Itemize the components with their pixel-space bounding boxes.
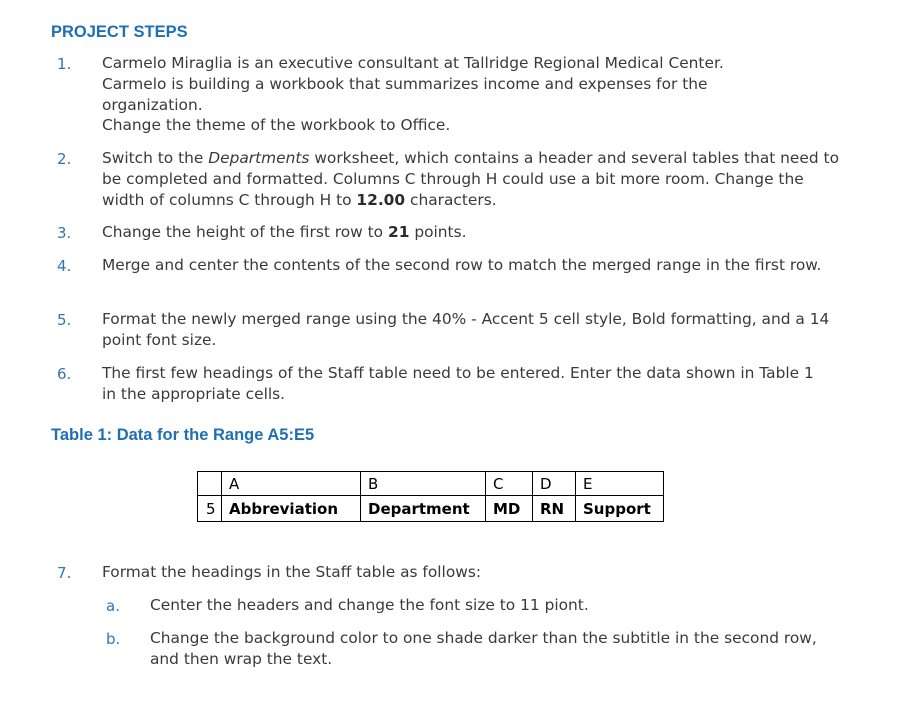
- table-cell: Department: [361, 496, 486, 522]
- step-1-line: Carmelo Miraglia is an executive consultant at Tallridge Regional Medical Center.: [102, 54, 724, 72]
- column-header-c: C: [486, 472, 533, 496]
- substep-letter: a.: [106, 597, 120, 615]
- column-header-a: A: [222, 472, 361, 496]
- project-steps-heading: PROJECT STEPS: [51, 23, 188, 41]
- step-number: 6.: [57, 365, 72, 383]
- step-number: 7.: [57, 564, 72, 582]
- step-number: 2.: [57, 150, 72, 168]
- step-number: 3.: [57, 224, 72, 242]
- row-number: 5: [198, 496, 222, 522]
- step-1-text: [102, 53, 862, 136]
- step-2-mid: worksheet, which contains a header and several tables that need to be completed and formatted. Columns C through H could use a bit more room. Change the width of columns C through H to: [102, 149, 839, 209]
- substep-letter: b.: [106, 630, 121, 648]
- substep-a-text: Center the headers and change the font size to 11 piont.: [150, 596, 589, 614]
- table-cell: RN: [533, 496, 576, 522]
- step-1-line: Change the theme of the workbook to Office.: [102, 116, 451, 135]
- step-2-text: [102, 148, 847, 210]
- step-number: 1.: [57, 55, 72, 73]
- data-row: [198, 496, 664, 522]
- step-2-post: characters.: [405, 190, 497, 209]
- step-6-text: The first few headings of the Staff table need to be entered. Enter the data shown in Table 1 in the appropriate cells.: [102, 364, 814, 403]
- data-table: [197, 471, 664, 522]
- step-3-height-value: 21: [388, 223, 410, 241]
- step-3-text: [102, 222, 862, 243]
- step-7-text: Format the headings in the Staff table as follows:: [102, 563, 482, 581]
- step-1-line: organization.: [102, 95, 203, 114]
- table-cell: Support: [576, 496, 664, 522]
- substep-b-text: Change the background color to one shade darker than the subtitle in the second row, and then wrap the text.: [150, 629, 817, 668]
- table-cell: MD: [486, 496, 533, 522]
- column-header-b: B: [361, 472, 486, 496]
- table-caption: Table 1: Data for the Range A5:E5: [51, 426, 315, 444]
- column-letters-row: [198, 472, 664, 496]
- corner-cell: [198, 472, 222, 496]
- step-1-line: Carmelo is building a workbook that summarizes income and expenses for the: [102, 74, 708, 93]
- step-2-pre: Switch to the: [102, 149, 209, 167]
- step-3-pre: Change the height of the first row to: [102, 223, 388, 241]
- table-cell: Abbreviation: [222, 496, 361, 522]
- step-2-sheet-name: Departments: [208, 149, 310, 167]
- step-5-text: Format the newly merged range using the 40% - Accent 5 cell style, Bold formatting, and a 14 point font size.: [102, 310, 830, 349]
- column-header-e: E: [576, 472, 664, 496]
- step-3-post: points.: [409, 223, 467, 241]
- step-4-text: Merge and center the contents of the second row to match the merged range in the first row.: [102, 256, 822, 274]
- step-number: 5.: [57, 311, 72, 329]
- step-number: 4.: [57, 257, 72, 275]
- step-2-width-value: 12.00: [356, 190, 406, 209]
- column-header-d: D: [533, 472, 576, 496]
